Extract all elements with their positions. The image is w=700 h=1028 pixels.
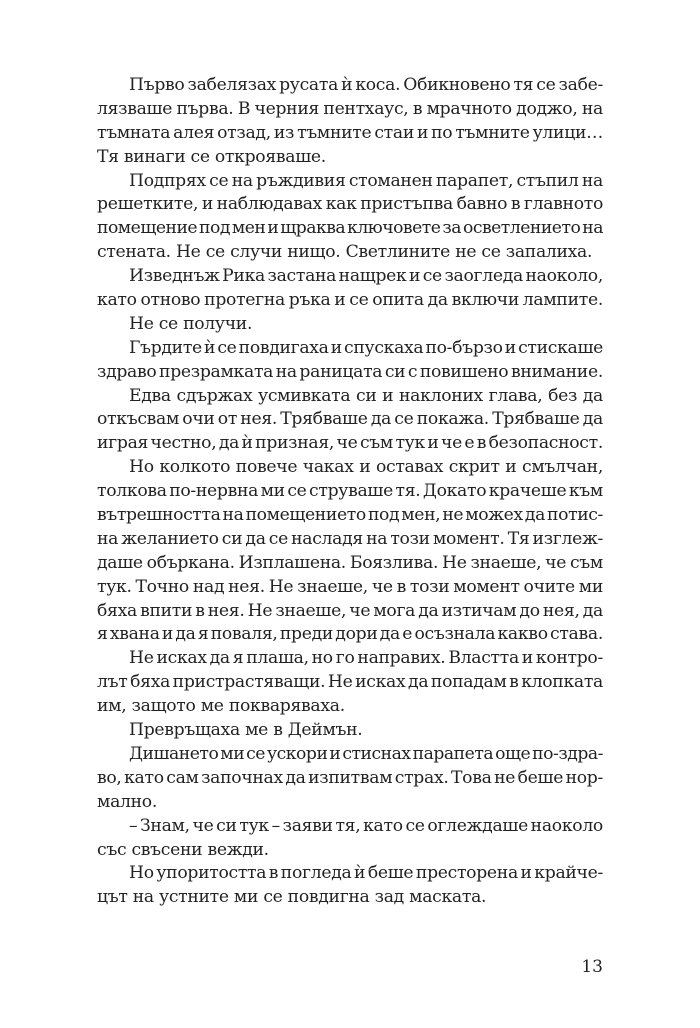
text-line: Но упоритостта в погледа ѝ беше престорена и крайче- <box>129 863 603 884</box>
text-line: Тя винаги се открояваше. <box>97 146 326 167</box>
text-line: – Знам, че си тук – заяви тя, като се оглеждаше наоколо <box>129 815 603 836</box>
text-line: Дишането ми се ускори и стиснах парапета още по-здра- <box>129 743 603 764</box>
text-line: Превръщаха ме в Деймън. <box>129 720 363 741</box>
text-line: бяха впити в нея. Не знаеше, че мога да изтичам до нея, да <box>97 600 603 621</box>
text-line: Първо забелязах русата ѝ коса. Обикновено тя се забе- <box>129 75 603 95</box>
text-line: Не се получи. <box>129 313 253 334</box>
page-number: 13 <box>581 957 603 977</box>
text-line: лязваше първа. В черния пентхаус, в мрачното доджо, на <box>97 98 603 119</box>
text-line: я хвана и да я поваля, преди дори да е осъзнала какво става. <box>97 624 603 645</box>
text-line: помещение под мен и щраква ключовете за осветлението на <box>97 218 603 239</box>
text-line: Но колкото повече чаках и оставах скрит и смълчан, <box>129 457 603 478</box>
text-line: им, защото ме покваряваха. <box>97 696 345 717</box>
text-line: играя честно, да ѝ призная, че съм тук и че е в безопасност. <box>97 433 603 454</box>
text-line: здраво презрамката на раницата си с повишено внимание. <box>97 361 603 382</box>
text-line: мално. <box>97 791 158 812</box>
text-line: като отново протегна ръка и се опита да включи лампите. <box>97 290 603 311</box>
text-line: Гърдите ѝ се повдигаха и спускаха по-бързо и стискаше <box>129 337 603 358</box>
body-text <box>97 74 603 910</box>
text-line: толкова по-нервна ми се струваше тя. Докато крачеше към <box>97 481 603 502</box>
text-line: Подпрях се на ръждивия стоманен парапет, стъпил на <box>129 170 603 191</box>
text-line: вътрешността на помещението под мен, не можех да потис- <box>97 505 603 526</box>
text-line: лът бяха пристрастяващи. Не исках да попадам в клопката <box>97 672 603 693</box>
text-line: цът на устните ми се повдигна зад маската. <box>97 887 487 908</box>
text-line: Едва сдържах усмивката си и наклоних глава, без да <box>129 385 603 406</box>
text-line: Не исках да я плаша, но го направих. Властта и контро- <box>129 648 603 669</box>
text-line: на желанието си да се насладя на този момент. Тя изглеж- <box>97 528 603 549</box>
text-line: откъсвам очи от нея. Трябваше да се покажа. Трябваше да <box>97 409 603 430</box>
text-line: даше объркана. Изплашена. Боязлива. Не знаеше, че съм <box>97 552 603 573</box>
text-line: стената. Не се случи нищо. Светлините не се запалиха. <box>97 242 593 263</box>
text-line: тук. Точно над нея. Не знаеше, че в този момент очите ми <box>97 576 603 597</box>
text-line: тъмната алея отзад, из тъмните стаи и по тъмните улици… <box>97 122 603 143</box>
text-line: със свъсени вежди. <box>97 839 269 860</box>
text-line: Изведнъж Рика застана нащрек и се заогледа наоколо, <box>129 266 603 287</box>
text-line: решетките, и наблюдавах как пристъпва бавно в главното <box>97 194 603 215</box>
text-line: во, като сам започнах да изпитвам страх. Това не беше нор- <box>97 767 603 788</box>
